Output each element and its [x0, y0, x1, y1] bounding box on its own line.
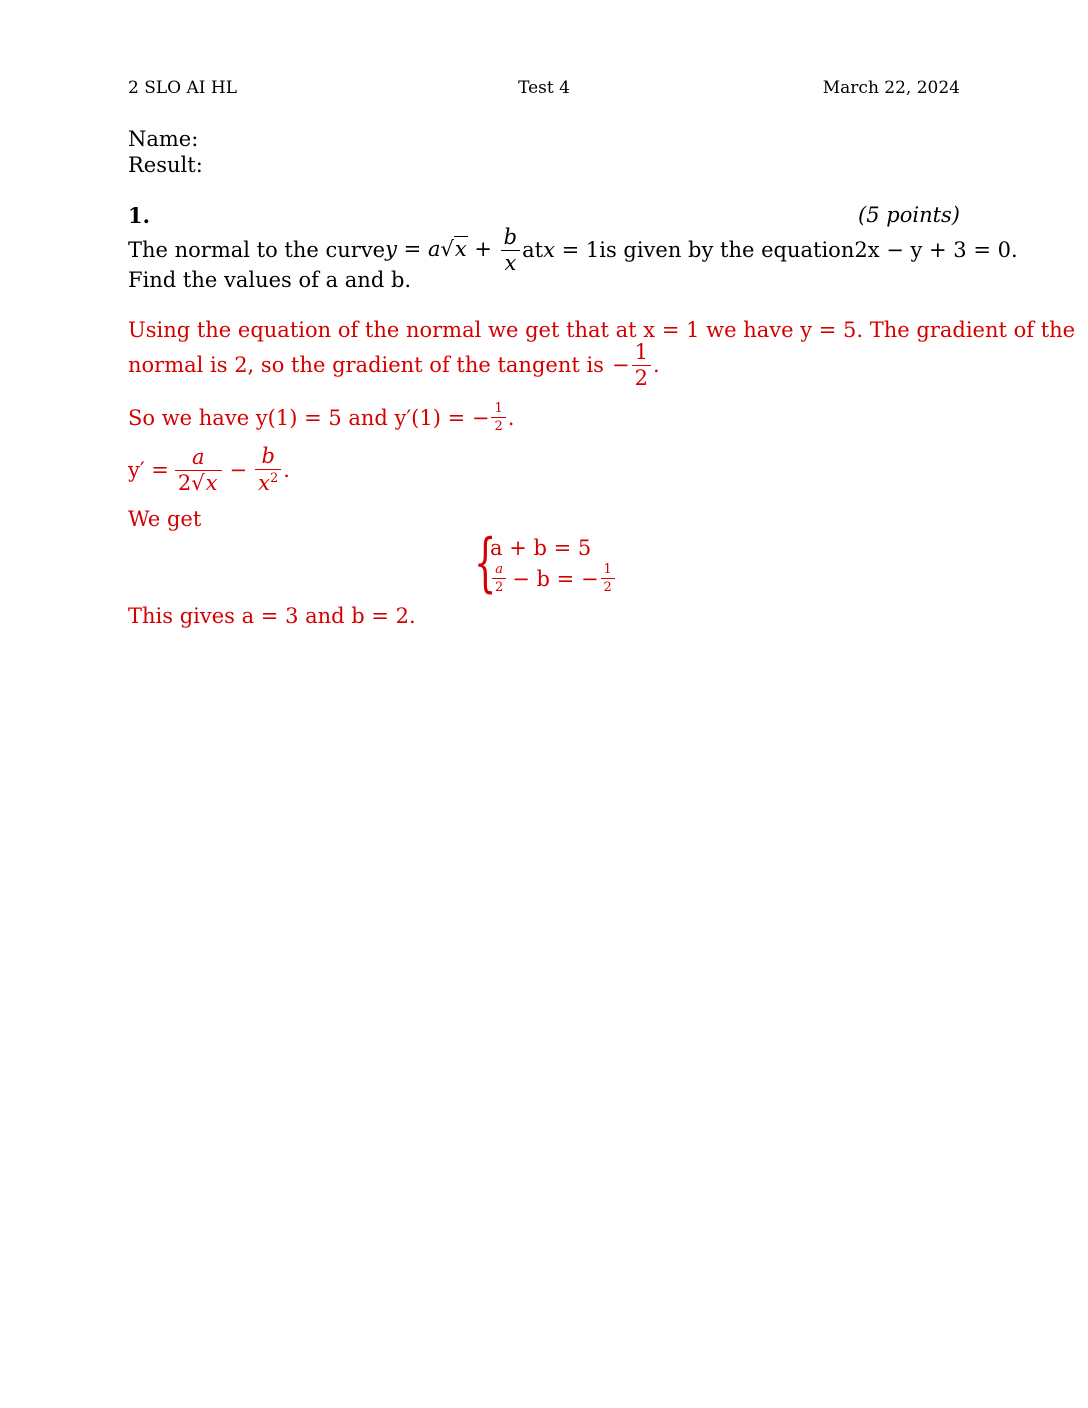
solution-p2-text: So we have y(1) = 5 and y′(1) = − [128, 405, 490, 430]
fraction-a-over-2sqrtx: $\frac{a}{2√x}$ [175, 447, 222, 494]
result-label: Result: [128, 153, 203, 177]
system-eq-1: a + b = 5 [490, 536, 592, 560]
question-condition: is given by the equation [599, 238, 855, 262]
fraction-one-half: $\frac{1}{2}$ [632, 342, 651, 389]
question-number: 1. [128, 203, 150, 228]
condition-x-equals-1: x = 1 [543, 238, 600, 262]
system-eq-2-tail: − b = − [512, 566, 599, 591]
course-code: 2 SLO AI HL [128, 78, 238, 98]
normal-equation: 2x − y + 3 = 0. [854, 238, 1018, 262]
test-date: March 22, 2024 [822, 78, 960, 98]
solution-p1-line2-text: normal is 2, so the gradient of the tangent is [128, 353, 604, 377]
solution-p1-line2: normal is 2, so the gradient of the tangent is − $\frac{1}{2}$ . [128, 339, 660, 390]
fraction-b-over-x: $\frac{b}{x}$ [501, 227, 520, 274]
small-fraction-one-half-2: $\frac{1}{2}$ [601, 563, 615, 594]
solution-p5: This gives a = 3 and b = 2. [128, 604, 416, 628]
left-brace: { [474, 526, 497, 600]
name-label: Name: [128, 127, 199, 151]
question-line-2: Find the values of a and b. [128, 268, 412, 292]
derivative-prefix: y′ = [128, 458, 169, 482]
test-title: Test 4 [518, 78, 570, 98]
curve-formula: y = a√x + $\frac{b}{x}$ [385, 227, 522, 274]
sqrt-symbol: √x [440, 236, 467, 261]
derivative-formula: y′ = $\frac{a}{2√x}$ − $\frac{b}{x^2}$ . [128, 444, 290, 495]
solution-p1-line1: Using the equation of the normal we get that at x = 1 we have y = 5. The gradient of the [128, 318, 1076, 342]
small-fraction-a-over-2: $\frac{a}{2}$ [492, 563, 506, 594]
question-points: (5 points) [858, 203, 960, 227]
small-fraction-one-half: $\frac{1}{2}$ [491, 402, 505, 433]
fraction-b-over-x-squared: $\frac{b}{x^2}$ [255, 446, 281, 494]
question-intro: The normal to the curve [128, 238, 386, 262]
solution-p2: So we have y(1) = 5 and y′(1) = − $\frac{1}{2}$ . [128, 401, 515, 434]
solution-p4: We get [128, 507, 202, 531]
system-eq-2 [490, 563, 617, 594]
question-at: at [522, 238, 544, 262]
